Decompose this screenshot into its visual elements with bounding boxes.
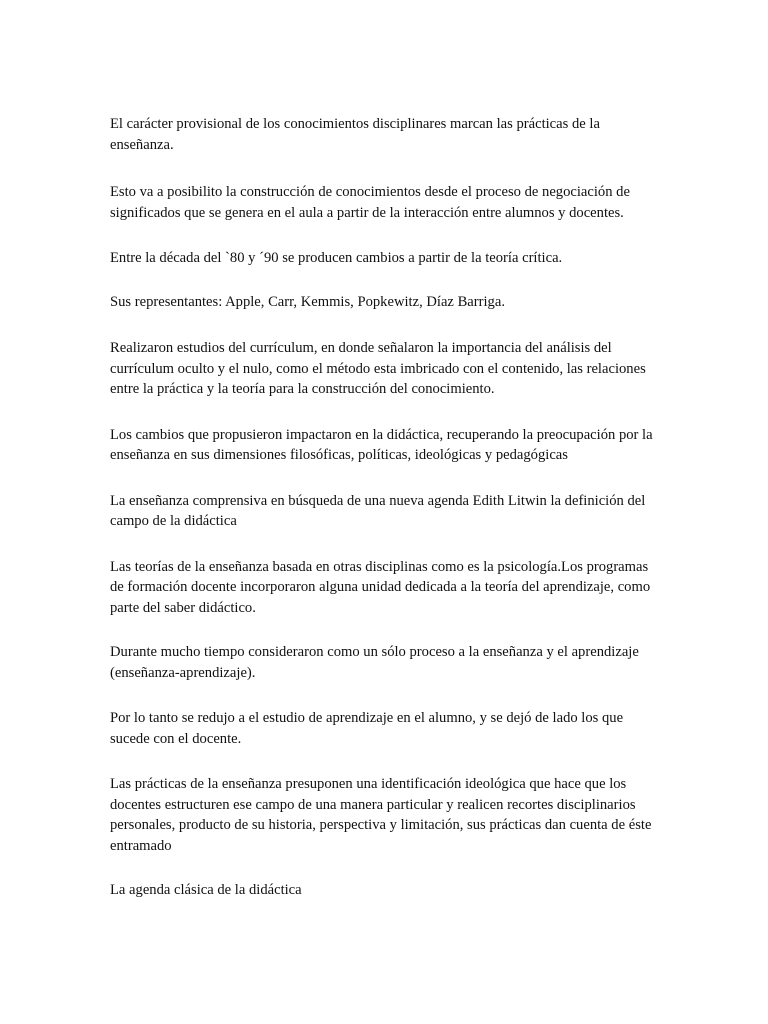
paragraph: Los cambios que propusieron impactaron en la didáctica, recuperando la preocupación por la enseñanza en sus dimensiones filosóficas, políticas, ideológicas y pedagógicas <box>110 426 653 463</box>
paragraph: El carácter provisional de los conocimientos disciplinares marcan las prácticas de la enseñanza. <box>110 116 600 153</box>
paragraph: La agenda clásica de la didáctica <box>110 882 302 898</box>
document-body <box>110 114 662 926</box>
paragraph: Entre la década del `80 y ´90 se producen cambios a partir de la teoría crítica. <box>110 250 563 266</box>
paragraph: Las prácticas de la enseñanza presuponen una identificación ideológica que hace que los docentes estructuren ese campo de una manera particular y realicen recortes disciplinarios personales, producto de su historia, perspectiva y limitación, sus prácticas dan cuenta de éste entramado <box>110 776 652 854</box>
paragraph: Las teorías de la enseñanza basada en otras disciplinas como es la psicología.Los programas de formación docente incorporaron alguna unidad dedicada a la teoría del aprendizaje, como parte del saber didáctico. <box>110 558 651 616</box>
paragraph: La enseñanza comprensiva en búsqueda de una nueva agenda Edith Litwin la definición del campo de la didáctica <box>110 492 646 529</box>
paragraph: Esto va a posibilito la construcción de conocimientos desde el proceso de negociación de significados que se genera en el aula a partir de la interacción entre alumnos y docentes. <box>110 184 630 221</box>
paragraph: Por lo tanto se redujo a el estudio de aprendizaje en el alumno, y se dejó de lado los que sucede con el docente. <box>110 710 624 747</box>
paragraph: Realizaron estudios del currículum, en donde señalaron la importancia del análisis del currículum oculto y el nulo, como el método esta imbricado con el contenido, las relaciones entre la práctica y la teoría para la construcción del conocimiento. <box>110 340 646 397</box>
paragraph: Durante mucho tiempo consideraron como un sólo proceso a la enseñanza y el aprendizaje (enseñanza-aprendizaje). <box>110 644 639 681</box>
paragraph: Sus representantes: Apple, Carr, Kemmis, Popkewitz, Díaz Barriga. <box>110 293 505 310</box>
